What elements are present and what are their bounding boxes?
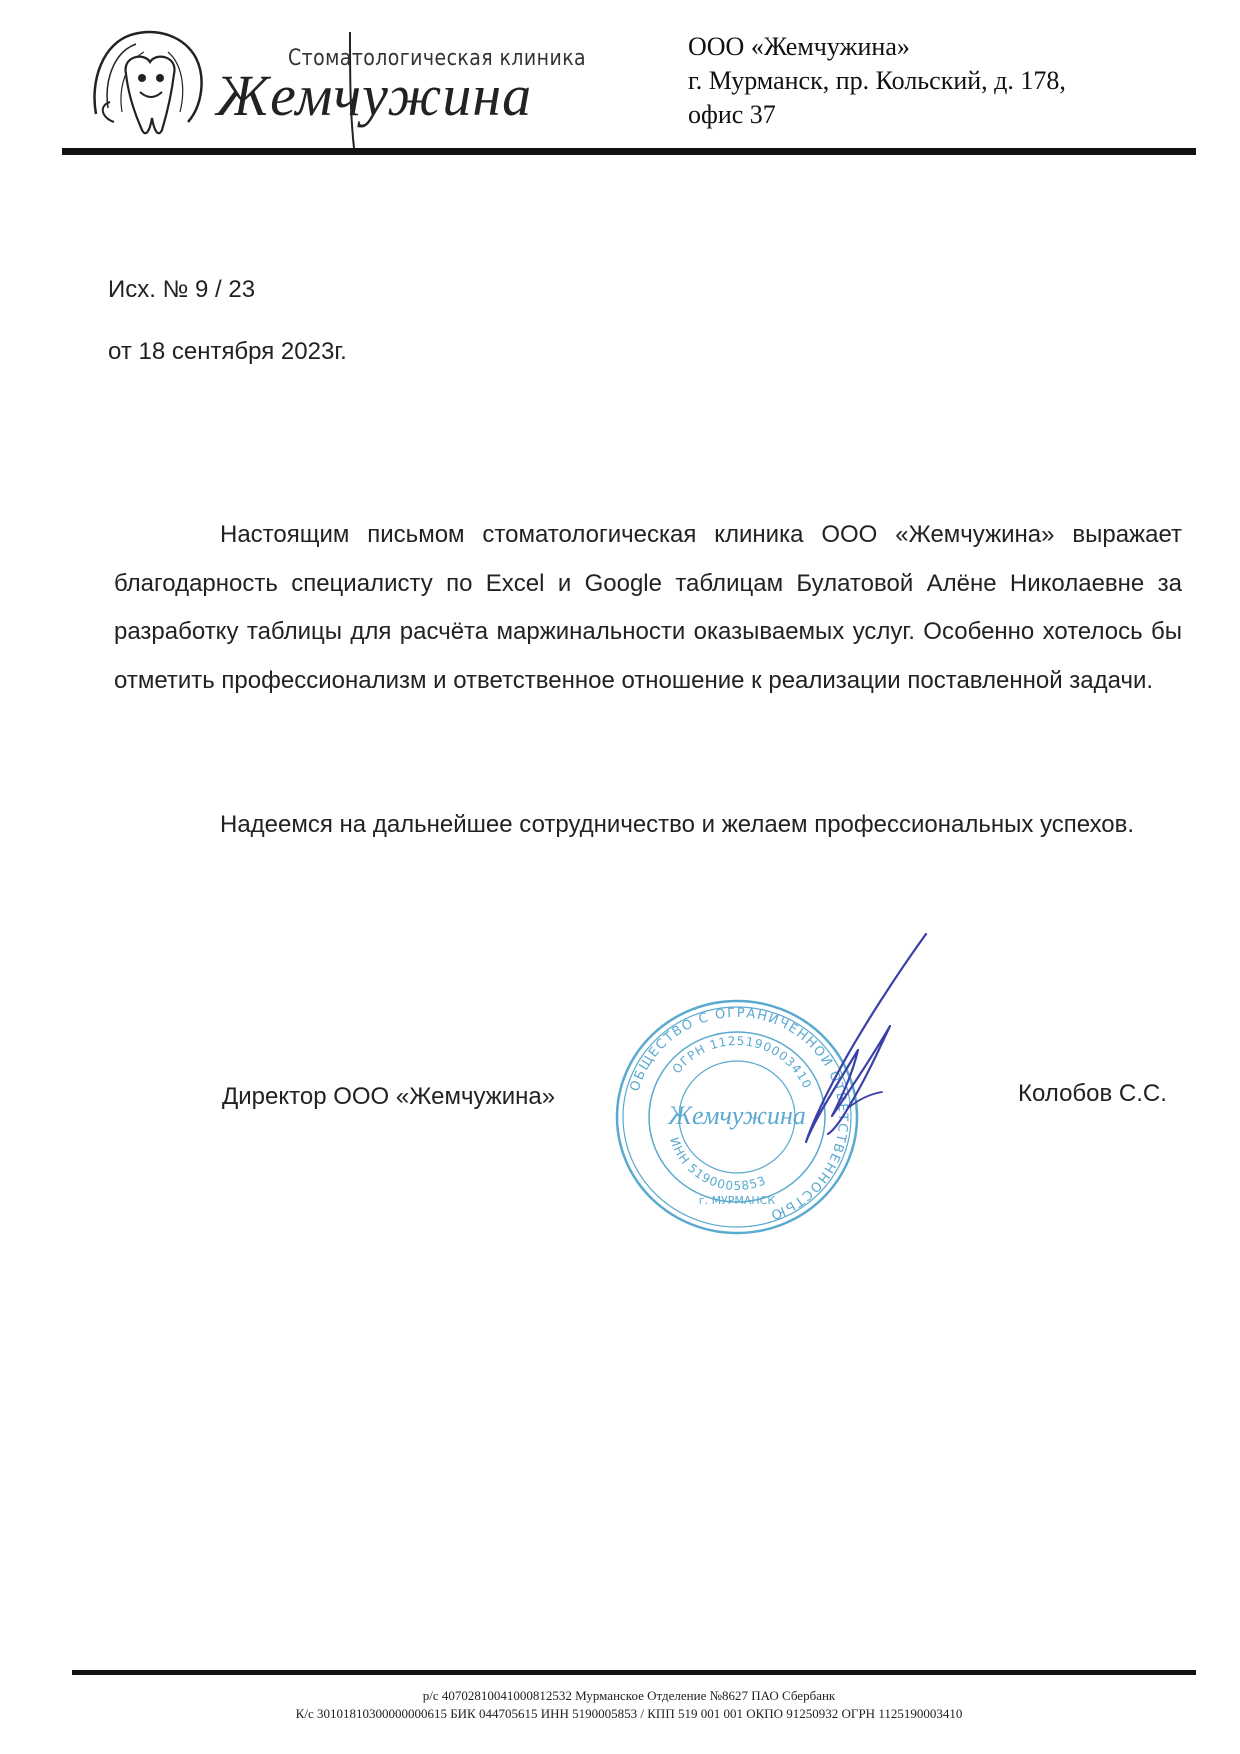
address-line: г. Мурманск, пр. Кольский, д. 178,: [688, 66, 1066, 95]
header-divider: [62, 148, 1196, 155]
address-line: офис 37: [688, 100, 776, 129]
body-paragraph: Надеемся на дальнейшее сотрудничество и желаем профессиональных успехов.: [220, 811, 1135, 838]
clinic-logo: [88, 22, 587, 152]
footer-line: р/с 40702810041000812532 Мурманское Отделение №8627 ПАО Сбербанк: [422, 1688, 836, 1703]
handwritten-signature: [740, 930, 930, 1168]
stamp-outer-text: ОБЩЕСТВО С ОГРАНИЧЕННОЙ ОТВЕТСТВЕННОСТЬЮ: [627, 1005, 851, 1223]
footer-line: К/с 30101810300000000615 БИК 044705615 ИНН 5190005853 / КПП 519 001 001 ОКПО 91250932 ОГРН 1125190003410: [295, 1706, 963, 1721]
bank-details-footer: [62, 1687, 1196, 1723]
organization-address: [688, 30, 1168, 132]
stamp-ogrn: ОГРН 1125190003410: [669, 1033, 815, 1092]
signer-name: Колобов С.С.: [1018, 1080, 1167, 1107]
letter-date: от 18 сентября 2023г.: [108, 338, 347, 365]
footer-divider: [72, 1670, 1196, 1675]
stamp-city: г. МУРМАНСК: [698, 1194, 776, 1207]
stamp-inn: ИНН 5190005853: [667, 1135, 769, 1194]
body-paragraph: Настоящим письмом стоматологическая клиника ООО «Жемчужина» выражает благодарность специалисту по Excel и Google таблицам Булатовой Алёне Николаевне за разработку таблицы для расчёта маржинальности оказываемых услуг. Особенно хотелось бы отметить профессионализм и ответственное отношение к реализации поставленной задачи.: [114, 521, 1182, 694]
stamp-center-text: Жемчужина: [668, 1101, 806, 1130]
signer-title: Директор ООО «Жемчужина»: [222, 1083, 556, 1110]
signature-stroke-icon: [740, 930, 930, 1168]
logo-wordmark: Жемчужина: [216, 63, 533, 128]
outgoing-number: Исх. № 9 / 23: [108, 276, 256, 303]
address-line: ООО «Жемчужина»: [688, 32, 910, 61]
logo-caption: Стоматологическая клиника: [288, 46, 587, 71]
